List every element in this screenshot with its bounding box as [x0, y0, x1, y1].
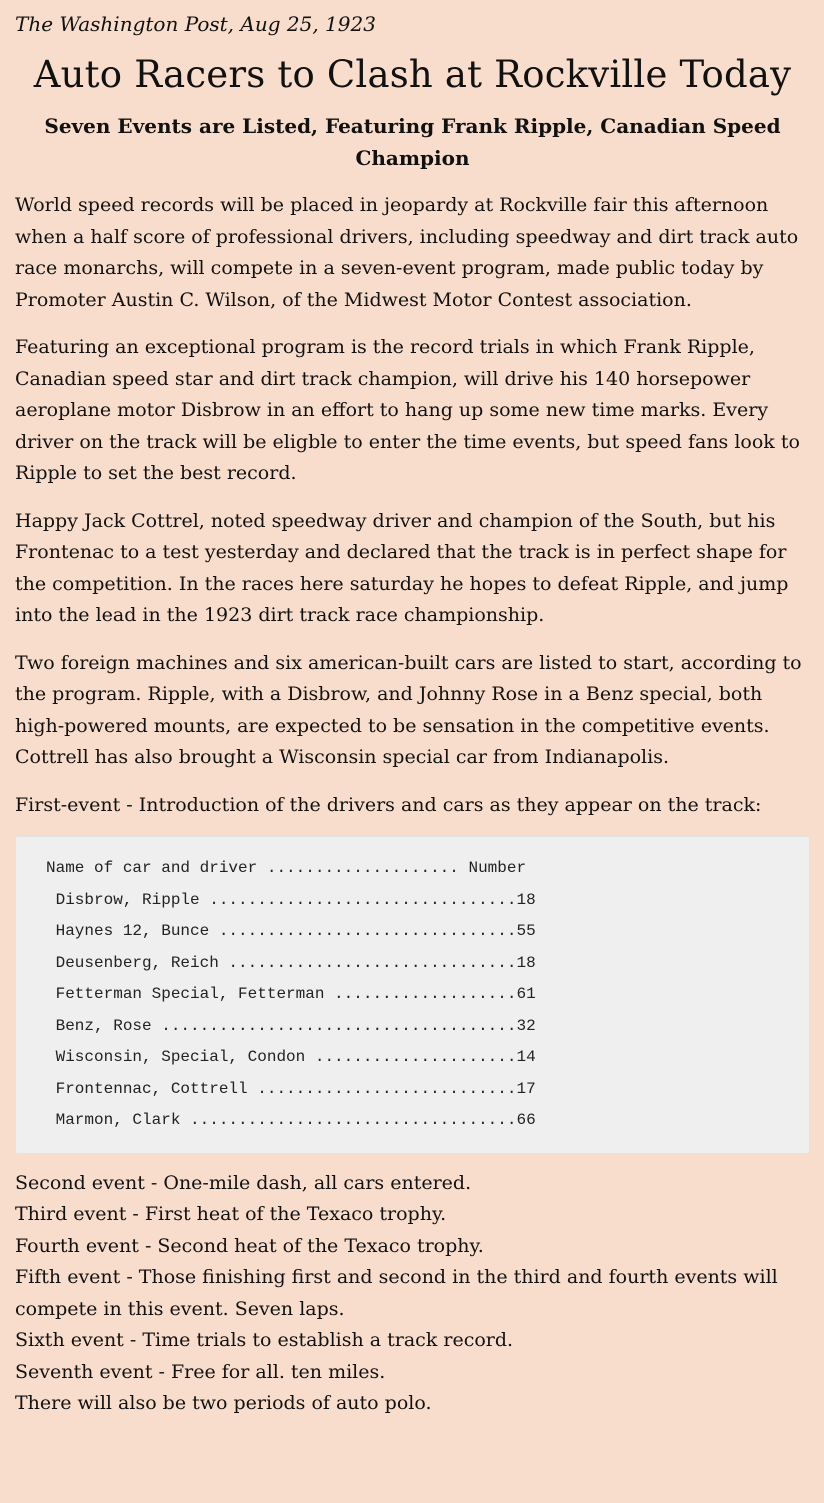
table-row: Frontennac, Cottrell ...........................17 [46, 1079, 536, 1098]
table-header: Name of car and driver .................... Number [46, 859, 527, 877]
paragraph: First-event - Introduction of the drivers and cars as they appear on the track: [15, 793, 762, 816]
event-line: Fourth event - Second heat of the Texaco trophy. [15, 1234, 484, 1257]
events-list [15, 1168, 810, 1420]
event-line: Seventh event - Free for all. ten miles. [15, 1360, 386, 1383]
paragraph: World speed records will be placed in jeopardy at Rockville fair this afternoon when a half score of professional drivers, including speedway and dirt track auto race monarchs, will compete in a seven-event program, made public today by Promoter Austin C. Wilson, of the Midwest Motor Contest association. [15, 194, 799, 311]
subheadline: Seven Events are Listed, Featuring Frank Ripple, Canadian Speed Champion [44, 114, 781, 170]
car-driver-table [15, 836, 810, 1154]
table-row: Wisconsin, Special, Condon .....................14 [46, 1048, 536, 1066]
dateline: The Washington Post, Aug 25, 1923 [15, 12, 376, 36]
table-row: Disbrow, Ripple ................................18 [46, 890, 536, 909]
event-line: Sixth event - Time trials to establish a track record. [15, 1329, 514, 1351]
table-row: Deusenberg, Reich ..............................18 [46, 953, 536, 972]
event-line: Fifth event - Those finishing first and second in the third and fourth events will compete in this event. Seven laps. [15, 1266, 778, 1320]
paragraph: Happy Jack Cottrel, noted speedway driver and champion of the South, but his Frontenac to a test yesterday and declared that the track is in perfect shape for the competition. In the races here saturday he hopes to defeat Ripple, and jump into the lead in the 1923 dirt track race championship. [15, 509, 789, 626]
table-row: Haynes 12, Bunce ...............................55 [46, 922, 536, 940]
event-line: Second event - One-mile dash, all cars entered. [15, 1171, 472, 1194]
table-row: Benz, Rose .....................................32 [46, 1016, 536, 1035]
paragraph: Featuring an exceptional program is the record trials in which Frank Ripple, Canadian speed star and dirt track champion, will drive his 140 horsepower aeroplane motor Disbrow in an effort to hang up some new time marks. Every driver on the track will be eligble to enter the time events, but speed fans look to Ripple to set the best record. [15, 336, 800, 484]
event-line: Third event - First heat of the Texaco trophy. [15, 1203, 447, 1225]
headline: Auto Racers to Clash at Rockville Today [33, 53, 792, 96]
paragraph: Two foreign machines and six american-built cars are listed to start, according to the program. Ripple, with a Disbrow, and Johnny Rose in a Benz special, both high-powered mounts, are expected to be sensation in the competitive events. Cottrell has also brought a Wisconsin special car from Indianapolis. [15, 651, 802, 768]
event-line: There will also be two periods of auto polo. [15, 1392, 432, 1414]
table-row: Marmon, Clark ..................................66 [46, 1111, 536, 1129]
table-row: Fetterman Special, Fetterman ...................61 [46, 985, 536, 1003]
